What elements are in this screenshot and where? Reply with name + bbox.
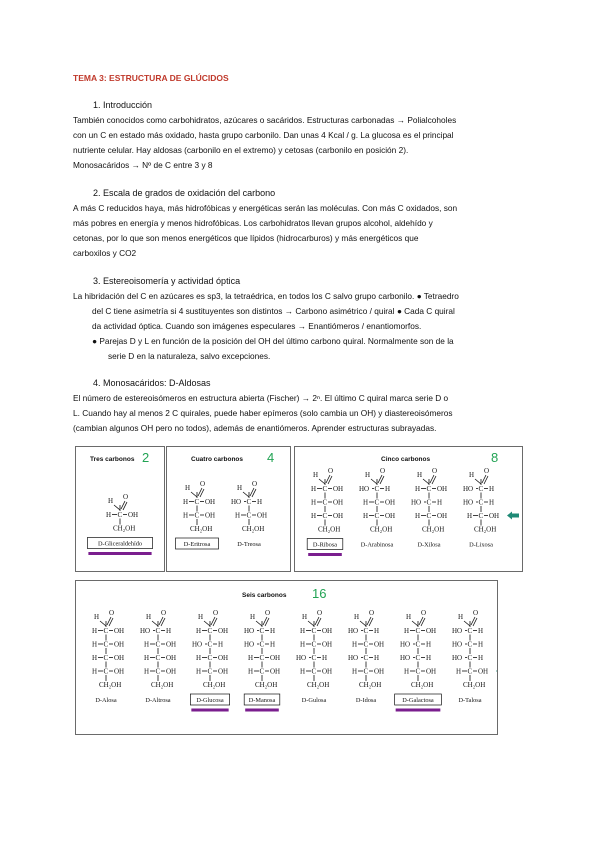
substituent-left: H <box>311 498 317 507</box>
terminal-ch2oh: CH₂OH <box>190 525 213 533</box>
chiral-carbon: C <box>322 485 328 493</box>
chiral-carbon: C <box>103 627 109 635</box>
bond <box>243 492 249 497</box>
text-line: El número de estereoisómeros en estructura abierta (Fischer) → 2ⁿ. El último C quiral marca serie D o <box>73 393 449 403</box>
substituent-left: HO <box>348 654 359 662</box>
substituent-right: OH <box>437 485 448 493</box>
terminal-ch2oh: CH₂OH <box>113 524 136 533</box>
substituent-left: HO <box>411 498 422 507</box>
substituent-right: H <box>489 498 495 507</box>
substituent-right: OH <box>166 667 177 676</box>
substituent-left: HO <box>140 627 151 635</box>
terminal-ch2oh: CH₂OH <box>411 681 434 689</box>
substituent-right: OH <box>205 511 216 520</box>
chiral-carbon: C <box>415 627 421 635</box>
chiral-carbon: C <box>259 640 265 649</box>
aldehyde-hydrogen: H <box>108 497 114 505</box>
aldehyde-hydrogen: H <box>94 613 100 621</box>
chiral-carbon: C <box>467 654 473 662</box>
chiral-carbon: C <box>259 667 265 676</box>
substituent-left: HO <box>400 654 411 662</box>
substituent-right: H <box>437 498 443 507</box>
text-line: También conocidos como carbohidratos, azúcares o sacáridos. Estructuras carbonadas → Polialcoholes <box>73 115 457 125</box>
text-line: serie D en la naturaleza, salvo excepciones. <box>108 351 271 361</box>
substituent-left: H <box>311 512 317 520</box>
sugar-name: D-Lixosa <box>469 541 493 549</box>
substituent-right: OH <box>114 654 125 662</box>
substituent-right: OH <box>322 667 333 676</box>
text-line: Monosacáridos → Nº de C entre 3 y 8 <box>73 160 213 170</box>
bond <box>191 492 197 497</box>
chiral-carbon: C <box>415 640 421 649</box>
substituent-right: OH <box>128 511 139 519</box>
substituent-left: H <box>144 640 150 649</box>
chiral-carbon: C <box>467 667 473 676</box>
aldehyde-oxygen: O <box>473 609 479 617</box>
aldehyde-hydrogen: H <box>185 484 191 492</box>
substituent-right: H <box>257 498 263 506</box>
fischer-projections-five-carbons <box>295 447 522 571</box>
chiral-carbon: C <box>311 654 317 662</box>
chiral-carbon: C <box>155 667 161 676</box>
substituent-right: OH <box>489 512 500 520</box>
chiral-carbon: C <box>155 627 161 635</box>
substituent-left: H <box>196 654 202 662</box>
figure-panel-three-carbons <box>75 446 165 572</box>
panel-title: Tres carbonos <box>90 456 135 463</box>
chiral-carbon: C <box>311 640 317 649</box>
bond <box>371 479 377 484</box>
substituent-left: H <box>235 511 241 520</box>
chiral-carbon: C <box>374 485 380 493</box>
chiral-carbon: C <box>246 498 252 506</box>
aldehyde-hydrogen: H <box>469 471 475 479</box>
fischer-projections-three-carbons <box>76 447 164 571</box>
chiral-carbon: C <box>467 627 473 635</box>
aldehyde-oxygen: O <box>432 467 438 475</box>
sugar-name: D-Eritrosa <box>183 541 211 548</box>
substituent-left: HO <box>452 654 463 662</box>
sugar-name: D-Manosa <box>248 697 276 704</box>
terminal-ch2oh: CH₂OH <box>318 525 341 534</box>
chiral-carbon: C <box>207 667 213 676</box>
document-title: TEMA 3: ESTRUCTURA DE GLÚCIDOS <box>73 73 229 83</box>
chiral-carbon: C <box>374 512 380 520</box>
substituent-right: OH <box>426 627 437 635</box>
substituent-left: HO <box>231 498 242 506</box>
substituent-left: H <box>363 512 369 520</box>
sugar-name: D-Talosa <box>458 697 482 704</box>
substituent-right: OH <box>426 667 437 676</box>
sugar-name: D-Gulosa <box>301 697 327 704</box>
section-heading-oxidacion: 2. Escala de grados de oxidación del carbono <box>93 188 276 198</box>
substituent-left: H <box>183 498 189 506</box>
aldehyde-hydrogen: H <box>458 613 464 621</box>
terminal-ch2oh: CH₂OH <box>359 681 382 689</box>
bond <box>423 479 429 484</box>
section-heading-aldosas: 4. Monosacáridos: D-Aldosas <box>93 378 211 388</box>
substituent-left: H <box>92 667 98 676</box>
aldehyde-oxygen: O <box>123 493 129 501</box>
aldehyde-oxygen: O <box>369 609 375 617</box>
aldehyde-hydrogen: H <box>250 613 256 621</box>
chiral-carbon: C <box>207 640 213 649</box>
substituent-right: OH <box>166 640 177 649</box>
chiral-carbon: C <box>363 640 369 649</box>
substituent-left: H <box>404 667 410 676</box>
substituent-left: H <box>456 667 462 676</box>
chiral-carbon: C <box>194 511 200 520</box>
substituent-right: H <box>478 654 484 662</box>
aldehyde-oxygen: O <box>328 467 334 475</box>
substituent-left: H <box>144 654 150 662</box>
text-line: carboxilos y CO2 <box>73 248 137 258</box>
sugar-name: D-Xilosa <box>417 541 441 549</box>
aldehyde-oxygen: O <box>380 467 386 475</box>
substituent-right: H <box>489 485 495 493</box>
terminal-ch2oh: CH₂OH <box>307 681 330 689</box>
aldehyde-oxygen: O <box>200 480 206 488</box>
sugar-name: D-Altrosa <box>145 697 171 704</box>
substituent-left: H <box>196 667 202 676</box>
chiral-carbon: C <box>103 640 109 649</box>
substituent-right: OH <box>374 640 385 649</box>
sugar-name: D-Arabinosa <box>360 541 394 549</box>
chiral-carbon: C <box>322 498 328 507</box>
substituent-left: H <box>467 512 473 520</box>
substituent-left: H <box>415 512 421 520</box>
sugar-name: D-Gliceraldehído <box>97 540 143 548</box>
bond <box>152 621 158 626</box>
chiral-carbon: C <box>415 667 421 676</box>
substituent-left: HO <box>463 498 474 507</box>
section-body-estereoisomeria-indented <box>92 304 498 364</box>
aldehyde-oxygen: O <box>109 609 115 617</box>
substituent-right: OH <box>114 640 125 649</box>
aldehyde-oxygen: O <box>317 609 323 617</box>
substituent-right: OH <box>257 511 268 520</box>
chiral-carbon: C <box>207 627 213 635</box>
aldehyde-oxygen: O <box>252 480 258 488</box>
substituent-left: HO <box>463 485 474 493</box>
bond <box>464 621 470 626</box>
chiral-carbon: C <box>259 654 265 662</box>
substituent-left: HO <box>359 485 370 493</box>
chiral-carbon: C <box>363 654 369 662</box>
bond <box>204 621 210 626</box>
chiral-carbon: C <box>415 654 421 662</box>
terminal-ch2oh: CH₂OH <box>255 681 278 689</box>
panel-title: Cinco carbonos <box>381 456 431 463</box>
chiral-carbon: C <box>246 511 252 520</box>
sugar-name: D-Galactosa <box>402 697 434 704</box>
chiral-carbon: C <box>259 627 265 635</box>
substituent-right: H <box>426 654 432 662</box>
chiral-carbon: C <box>478 512 484 520</box>
text-line: con un C en estado más oxidado, hasta grupo carbonilo. Dan unas 4 Kcal / g. La glucosa es el principal <box>73 130 454 140</box>
chiral-carbon: C <box>322 512 328 520</box>
bond <box>475 479 481 484</box>
substituent-right: OH <box>166 654 177 662</box>
isomer-count: 2 <box>142 450 150 465</box>
substituent-left: HO <box>400 640 411 649</box>
substituent-right: OH <box>218 667 229 676</box>
substituent-right: H <box>385 485 391 493</box>
bond <box>114 505 120 510</box>
bond <box>100 621 106 626</box>
substituent-left: HO <box>348 627 359 635</box>
text-line: nutriente celular. Hay aldosas (carbonilo en el extremo) y cetosas (carbonilo en posición 2). <box>73 145 409 155</box>
figure-panel-five-carbons <box>294 446 523 572</box>
panel-title: Cuatro carbonos <box>191 456 244 463</box>
substituent-left: H <box>183 511 189 520</box>
text-line: más pobres en energía y menos hidrofóbicas. Los carbohidratos llevan grupos alcohol, aldehído y <box>73 218 433 228</box>
section-heading-introduccion: 1. Introducción <box>93 100 153 110</box>
chiral-carbon: C <box>467 640 473 649</box>
section-body-introduccion <box>73 113 498 173</box>
text-line: La hibridación del C en azúcares es sp3, la tetraédrica, en todos los C salvo grupo carbonilo. ● Tetraedro <box>73 291 459 301</box>
substituent-left: HO <box>192 640 203 649</box>
aldehyde-hydrogen: H <box>198 613 204 621</box>
figure-panel-four-carbons <box>166 446 291 572</box>
chiral-carbon: C <box>103 654 109 662</box>
isomer-count: 4 <box>267 450 275 465</box>
substituent-left: HO <box>244 640 255 649</box>
substituent-left: H <box>404 627 410 635</box>
aldehyde-oxygen: O <box>421 609 427 617</box>
aldehyde-hydrogen: H <box>406 613 412 621</box>
substituent-right: H <box>218 640 224 649</box>
substituent-left: H <box>106 511 112 519</box>
substituent-left: H <box>248 667 254 676</box>
aldehyde-oxygen: O <box>265 609 271 617</box>
chiral-carbon: C <box>311 627 317 635</box>
terminal-ch2oh: CH₂OH <box>151 681 174 689</box>
substituent-right: OH <box>322 627 333 635</box>
terminal-ch2oh: CH₂OH <box>99 681 122 689</box>
substituent-right: H <box>270 627 276 635</box>
substituent-right: OH <box>333 498 344 507</box>
substituent-right: OH <box>114 667 125 676</box>
aldehyde-oxygen: O <box>161 609 167 617</box>
substituent-right: OH <box>270 667 281 676</box>
chiral-carbon: C <box>478 485 484 493</box>
isomer-count: 16 <box>312 586 327 601</box>
substituent-right: OH <box>333 512 344 520</box>
substituent-left: H <box>352 667 358 676</box>
substituent-right: H <box>374 654 380 662</box>
bond <box>319 479 325 484</box>
aldehyde-hydrogen: H <box>313 471 319 479</box>
text-line: (cambian algunos OH pero no todos), además de enantiómeros. Aprender estructuras subrayadas. <box>73 423 437 433</box>
isomer-count: 8 <box>491 450 499 465</box>
terminal-ch2oh: CH₂OH <box>422 525 445 534</box>
aldehyde-hydrogen: H <box>237 484 243 492</box>
substituent-left: H <box>92 640 98 649</box>
chiral-carbon: C <box>363 627 369 635</box>
substituent-right: OH <box>437 512 448 520</box>
substituent-left: HO <box>296 654 307 662</box>
substituent-left: H <box>311 485 317 493</box>
substituent-left: H <box>92 654 98 662</box>
substituent-right: H <box>374 627 380 635</box>
substituent-right: OH <box>333 485 344 493</box>
substituent-left: H <box>300 640 306 649</box>
bond <box>256 621 262 626</box>
substituent-right: H <box>270 640 276 649</box>
terminal-ch2oh: CH₂OH <box>370 525 393 534</box>
chiral-carbon: C <box>311 667 317 676</box>
substituent-right: H <box>322 654 328 662</box>
substituent-right: OH <box>478 667 489 676</box>
substituent-left: H <box>300 627 306 635</box>
substituent-left: H <box>92 627 98 635</box>
chiral-carbon: C <box>207 654 213 662</box>
terminal-ch2oh: CH₂OH <box>203 681 226 689</box>
sugar-name: D-Glucosa <box>196 697 224 704</box>
text-line: da actividad óptica. Cuando son imágenes especulares → Enantiómeros / enantiomorfos. <box>92 321 422 331</box>
chiral-carbon: C <box>478 498 484 507</box>
substituent-right: OH <box>205 498 216 506</box>
bond <box>308 621 314 626</box>
sugar-name: D-Ribosa <box>312 541 338 549</box>
sugar-name: D-Idosa <box>355 697 377 704</box>
substituent-left: H <box>248 654 254 662</box>
section-body-oxidacion <box>73 201 498 261</box>
aldehyde-hydrogen: H <box>354 613 360 621</box>
chiral-carbon: C <box>103 667 109 676</box>
substituent-left: HO <box>452 627 463 635</box>
text-line: A más C reducidos haya, más hidrofóbicas y energéticas serán las moléculas. Con más C oxidados, son <box>73 203 458 213</box>
substituent-right: H <box>166 627 172 635</box>
text-line: cetonas, por lo que son menos energéticos que lípidos (hidrocarburos) y más energéticos que <box>73 233 419 243</box>
chiral-carbon: C <box>155 640 161 649</box>
chiral-carbon: C <box>426 512 432 520</box>
sugar-name: D-Treosa <box>237 541 261 548</box>
figure-panel-six-carbons <box>75 580 498 735</box>
aldehyde-hydrogen: H <box>417 471 423 479</box>
aldehyde-hydrogen: H <box>146 613 152 621</box>
substituent-right: OH <box>218 654 229 662</box>
text-line: ● Parejas D y L en función de la posición del OH del último carbono quiral. Normalmente son de la <box>92 336 454 346</box>
text-line: L. Cuando hay al menos 2 C quirales, puede haber epímeros (solo cambia un OH) y diastereoisómeros <box>73 408 453 418</box>
substituent-left: HO <box>244 627 255 635</box>
chiral-carbon: C <box>194 498 200 506</box>
substituent-left: H <box>352 640 358 649</box>
fischer-projections-six-carbons <box>76 581 497 734</box>
fischer-projections-four-carbons <box>167 447 290 571</box>
section-body-estereoisomeria <box>73 289 498 304</box>
terminal-ch2oh: CH₂OH <box>463 681 486 689</box>
chiral-carbon: C <box>155 654 161 662</box>
substituent-left: H <box>415 485 421 493</box>
section-heading-estereoisomeria: 3. Estereoisomería y actividad óptica <box>93 276 241 286</box>
last-chiral-carbon-arrow <box>496 667 497 675</box>
substituent-right: H <box>426 640 432 649</box>
substituent-left: H <box>300 667 306 676</box>
text-line: del C tiene asimetría si 4 sustituyentes son distintos → Carbono asimétrico / quiral ● Cada C quiral <box>92 306 455 316</box>
panel-title: Seis carbonos <box>242 592 287 599</box>
aldehyde-hydrogen: H <box>365 471 371 479</box>
substituent-right: OH <box>114 627 125 635</box>
substituent-right: OH <box>385 512 396 520</box>
bond <box>360 621 366 626</box>
substituent-left: HO <box>452 640 463 649</box>
aldehyde-oxygen: O <box>484 467 490 475</box>
aldehyde-oxygen: O <box>213 609 219 617</box>
section-body-aldosas <box>73 391 498 436</box>
sugar-name: D-Alosa <box>95 697 117 704</box>
substituent-left: H <box>196 627 202 635</box>
terminal-ch2oh: CH₂OH <box>242 525 265 533</box>
substituent-left: H <box>144 667 150 676</box>
terminal-ch2oh: CH₂OH <box>474 525 497 534</box>
substituent-right: OH <box>218 627 229 635</box>
substituent-right: H <box>478 640 484 649</box>
last-chiral-carbon-arrow <box>507 512 519 520</box>
chiral-carbon: C <box>117 511 123 519</box>
chiral-carbon: C <box>426 485 432 493</box>
chiral-carbon: C <box>374 498 380 507</box>
chiral-carbon: C <box>363 667 369 676</box>
substituent-right: OH <box>270 654 281 662</box>
aldehyde-hydrogen: H <box>302 613 308 621</box>
substituent-right: OH <box>374 667 385 676</box>
bond <box>412 621 418 626</box>
chiral-carbon: C <box>426 498 432 507</box>
substituent-right: OH <box>385 498 396 507</box>
substituent-left: H <box>363 498 369 507</box>
substituent-right: H <box>478 627 484 635</box>
substituent-right: OH <box>322 640 333 649</box>
